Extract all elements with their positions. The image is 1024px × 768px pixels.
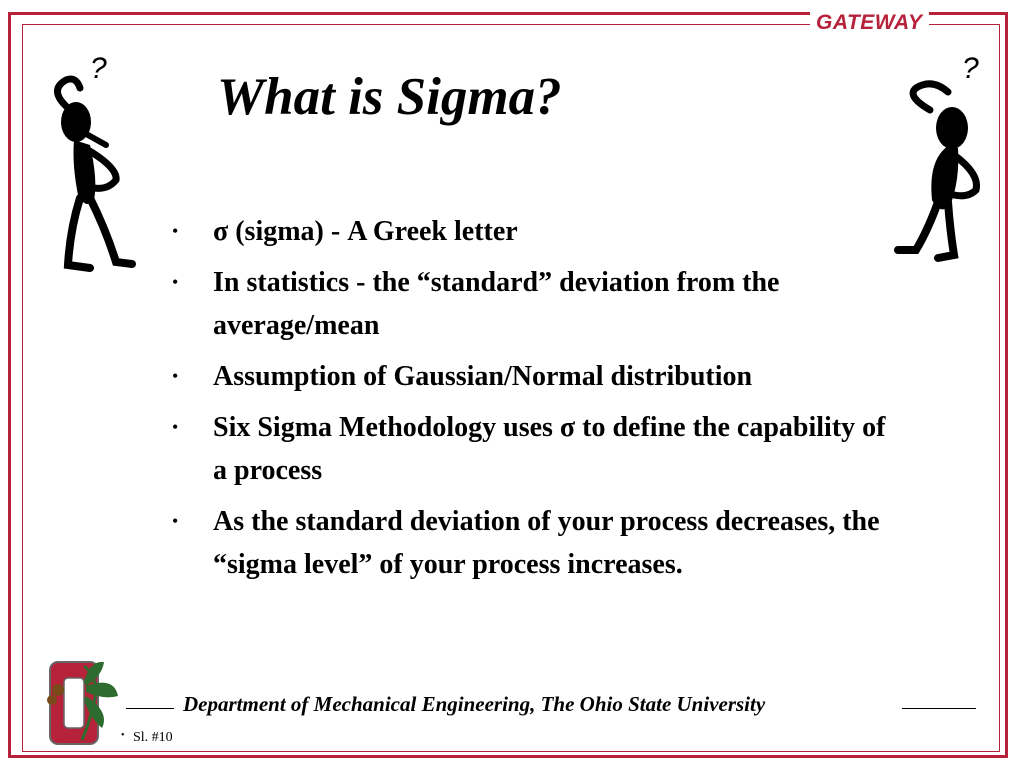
bullet-text: In statistics - the “standard” deviation from the average/mean <box>213 267 780 341</box>
svg-text:?: ? <box>90 52 107 85</box>
ohio-state-logo-icon <box>44 656 124 748</box>
bullet-dot-icon: • <box>172 417 179 437</box>
bullet-text: Assumption of Gaussian/Normal distribution <box>213 361 753 392</box>
bullet-text: σ (sigma) - A Greek letter <box>213 216 518 247</box>
bullet-item <box>172 261 892 347</box>
bullet-dot-icon: • <box>172 272 179 292</box>
bullet-item <box>172 355 892 398</box>
slide-number-dot-icon: • <box>121 730 125 741</box>
bullet-text: Six Sigma Methodology uses σ to define the capability of a process <box>213 412 886 486</box>
slide-number: Sl. #10 <box>133 730 173 745</box>
slide-title: What is Sigma? <box>217 68 562 126</box>
bullet-dot-icon: • <box>172 511 179 531</box>
bullet-item <box>172 500 892 586</box>
gateway-brand: GATEWAY <box>810 10 929 36</box>
footer-rule-right <box>902 708 976 709</box>
thinking-figure-right-icon <box>888 50 998 265</box>
footer-rule-left <box>126 708 174 709</box>
thinking-figure-left-icon <box>28 50 138 275</box>
bullet-dot-icon: • <box>172 221 179 241</box>
bullet-list <box>172 210 892 594</box>
bullet-item <box>172 406 892 492</box>
svg-text:?: ? <box>962 52 979 85</box>
bullet-item <box>172 210 892 253</box>
bullet-dot-icon: • <box>172 366 179 386</box>
footer-department: Department of Mechanical Engineering, The Ohio State University <box>183 692 766 716</box>
bullet-text: As the standard deviation of your process decreases, the “sigma level” of your process increases. <box>213 506 880 580</box>
